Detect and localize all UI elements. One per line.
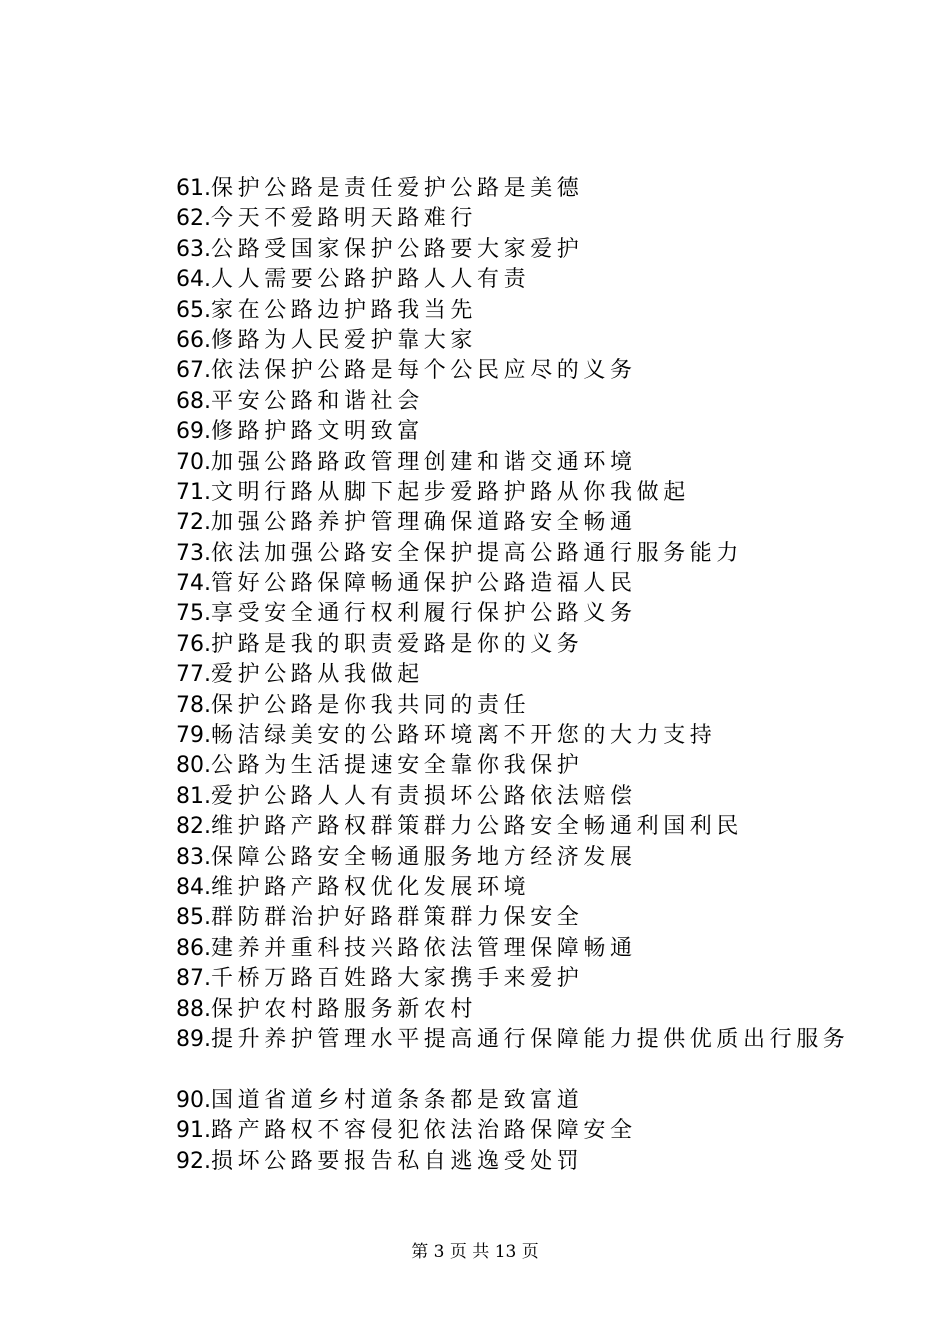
item-number: 75. [176, 601, 211, 627]
item-text: 保护公路是责任爱护公路是美德 [211, 176, 584, 201]
item-number: 86. [176, 935, 211, 961]
list-item [176, 873, 876, 903]
item-number: 78. [176, 692, 211, 718]
item-number: 80. [176, 753, 211, 779]
list-item [176, 174, 876, 204]
item-number: 85. [176, 905, 211, 931]
item-number: 82. [176, 814, 211, 840]
list-item [176, 660, 876, 690]
item-text: 依法保护公路是每个公民应尽的义务 [211, 358, 637, 384]
item-text: 爱护公路从我做起 [211, 662, 424, 688]
list-item [176, 903, 876, 933]
slogan-list [176, 174, 876, 1177]
item-text: 今天不爱路明天路难行 [211, 206, 478, 232]
list-item [176, 265, 876, 295]
list-item [176, 235, 876, 265]
item-number: 84. [176, 874, 211, 900]
item-number: 61. [176, 176, 211, 201]
item-number: 89. [176, 1026, 211, 1052]
item-text: 享受安全通行权利履行保护公路义务 [211, 601, 637, 627]
item-text: 修路为人民爱护靠大家 [211, 327, 478, 353]
item-number: 65. [176, 297, 211, 323]
item-number: 77. [176, 662, 211, 688]
list-item [176, 995, 876, 1025]
item-number: 68. [176, 388, 211, 414]
item-text: 人人需要公路护路人人有责 [211, 267, 531, 293]
list-item [176, 630, 876, 660]
item-number: 63. [176, 236, 211, 262]
item-number: 90. [176, 1087, 211, 1113]
list-item [176, 569, 876, 599]
item-text: 依法加强公路安全保护提高公路通行服务能力 [211, 540, 744, 566]
item-text: 保障公路安全畅通服务地方经济发展 [211, 844, 637, 870]
list-item [176, 812, 876, 842]
item-number: 79. [176, 723, 211, 749]
item-number: 64. [176, 267, 211, 293]
list-item [176, 478, 876, 508]
list-item [176, 326, 876, 356]
list-item [176, 508, 876, 538]
item-number: 69. [176, 419, 211, 445]
list-item [176, 599, 876, 629]
list-item [176, 751, 876, 781]
item-text: 公路为生活提速安全靠你我保护 [211, 753, 584, 779]
item-text: 保护农村路服务新农村 [211, 996, 478, 1022]
item-text: 畅洁绿美安的公路环境离不开您的大力支持 [211, 723, 717, 749]
item-number: 92. [176, 1148, 211, 1174]
item-text: 维护路产路权优化发展环境 [211, 874, 531, 900]
item-text: 国道省道乡村道条条都是致富道 [211, 1087, 584, 1113]
list-item [176, 387, 876, 417]
item-number: 74. [176, 571, 211, 597]
item-number: 72. [176, 510, 211, 536]
item-text: 提升养护管理水平提高通行保障能力提供优质出行服务 [211, 1026, 850, 1052]
list-item [176, 843, 876, 873]
list-item [176, 1025, 876, 1055]
item-text: 平安公路和谐社会 [211, 388, 424, 414]
item-text: 损坏公路要报告私自逃逸受处罚 [211, 1148, 584, 1174]
item-text: 建养并重科技兴路依法管理保障畅通 [211, 935, 637, 961]
page-footer: 第 3 页 共 13 页 [411, 1242, 539, 1262]
item-text: 修路护路文明致富 [211, 419, 424, 445]
item-text: 维护路产路权群策群力公路安全畅通利国利民 [211, 814, 744, 840]
item-number: 66. [176, 327, 211, 353]
item-text: 保护公路是你我共同的责任 [211, 692, 531, 718]
list-item [176, 296, 876, 326]
item-text: 护路是我的职责爱路是你的义务 [211, 631, 584, 657]
list-item [176, 1086, 876, 1116]
item-number: 88. [176, 996, 211, 1022]
list-item [176, 539, 876, 569]
item-text: 文明行路从脚下起步爱路护路从你我做起 [211, 479, 690, 505]
list-item [176, 691, 876, 721]
item-text: 管好公路保障畅通保护公路造福人民 [211, 571, 637, 597]
item-number: 67. [176, 358, 211, 384]
item-number: 71. [176, 479, 211, 505]
item-number: 91. [176, 1118, 211, 1144]
item-text: 公路受国家保护公路要大家爱护 [211, 236, 584, 262]
list-item [176, 1147, 876, 1177]
list-item [176, 1116, 876, 1146]
list-item [176, 782, 876, 812]
list-item [176, 356, 876, 386]
list-item [176, 417, 876, 447]
item-number: 73. [176, 540, 211, 566]
list-item [176, 448, 876, 478]
item-text: 路产路权不容侵犯依法治路保障安全 [211, 1118, 637, 1144]
item-text: 群防群治护好路群策群力保安全 [211, 905, 584, 931]
item-number: 70. [176, 449, 211, 475]
item-number: 76. [176, 631, 211, 657]
item-number: 83. [176, 844, 211, 870]
list-item [176, 964, 876, 994]
item-text: 千桥万路百姓路大家携手来爱护 [211, 966, 584, 992]
item-number: 81. [176, 783, 211, 809]
item-text: 爱护公路人人有责损坏公路依法赔偿 [211, 783, 637, 809]
item-text: 加强公路养护管理确保道路安全畅通 [211, 510, 637, 536]
item-text: 家在公路边护路我当先 [211, 297, 478, 323]
item-number: 87. [176, 966, 211, 992]
item-text: 加强公路路政管理创建和谐交通环境 [211, 449, 637, 475]
list-item [176, 934, 876, 964]
list-item [176, 721, 876, 751]
list-item [176, 204, 876, 234]
item-number: 62. [176, 206, 211, 232]
